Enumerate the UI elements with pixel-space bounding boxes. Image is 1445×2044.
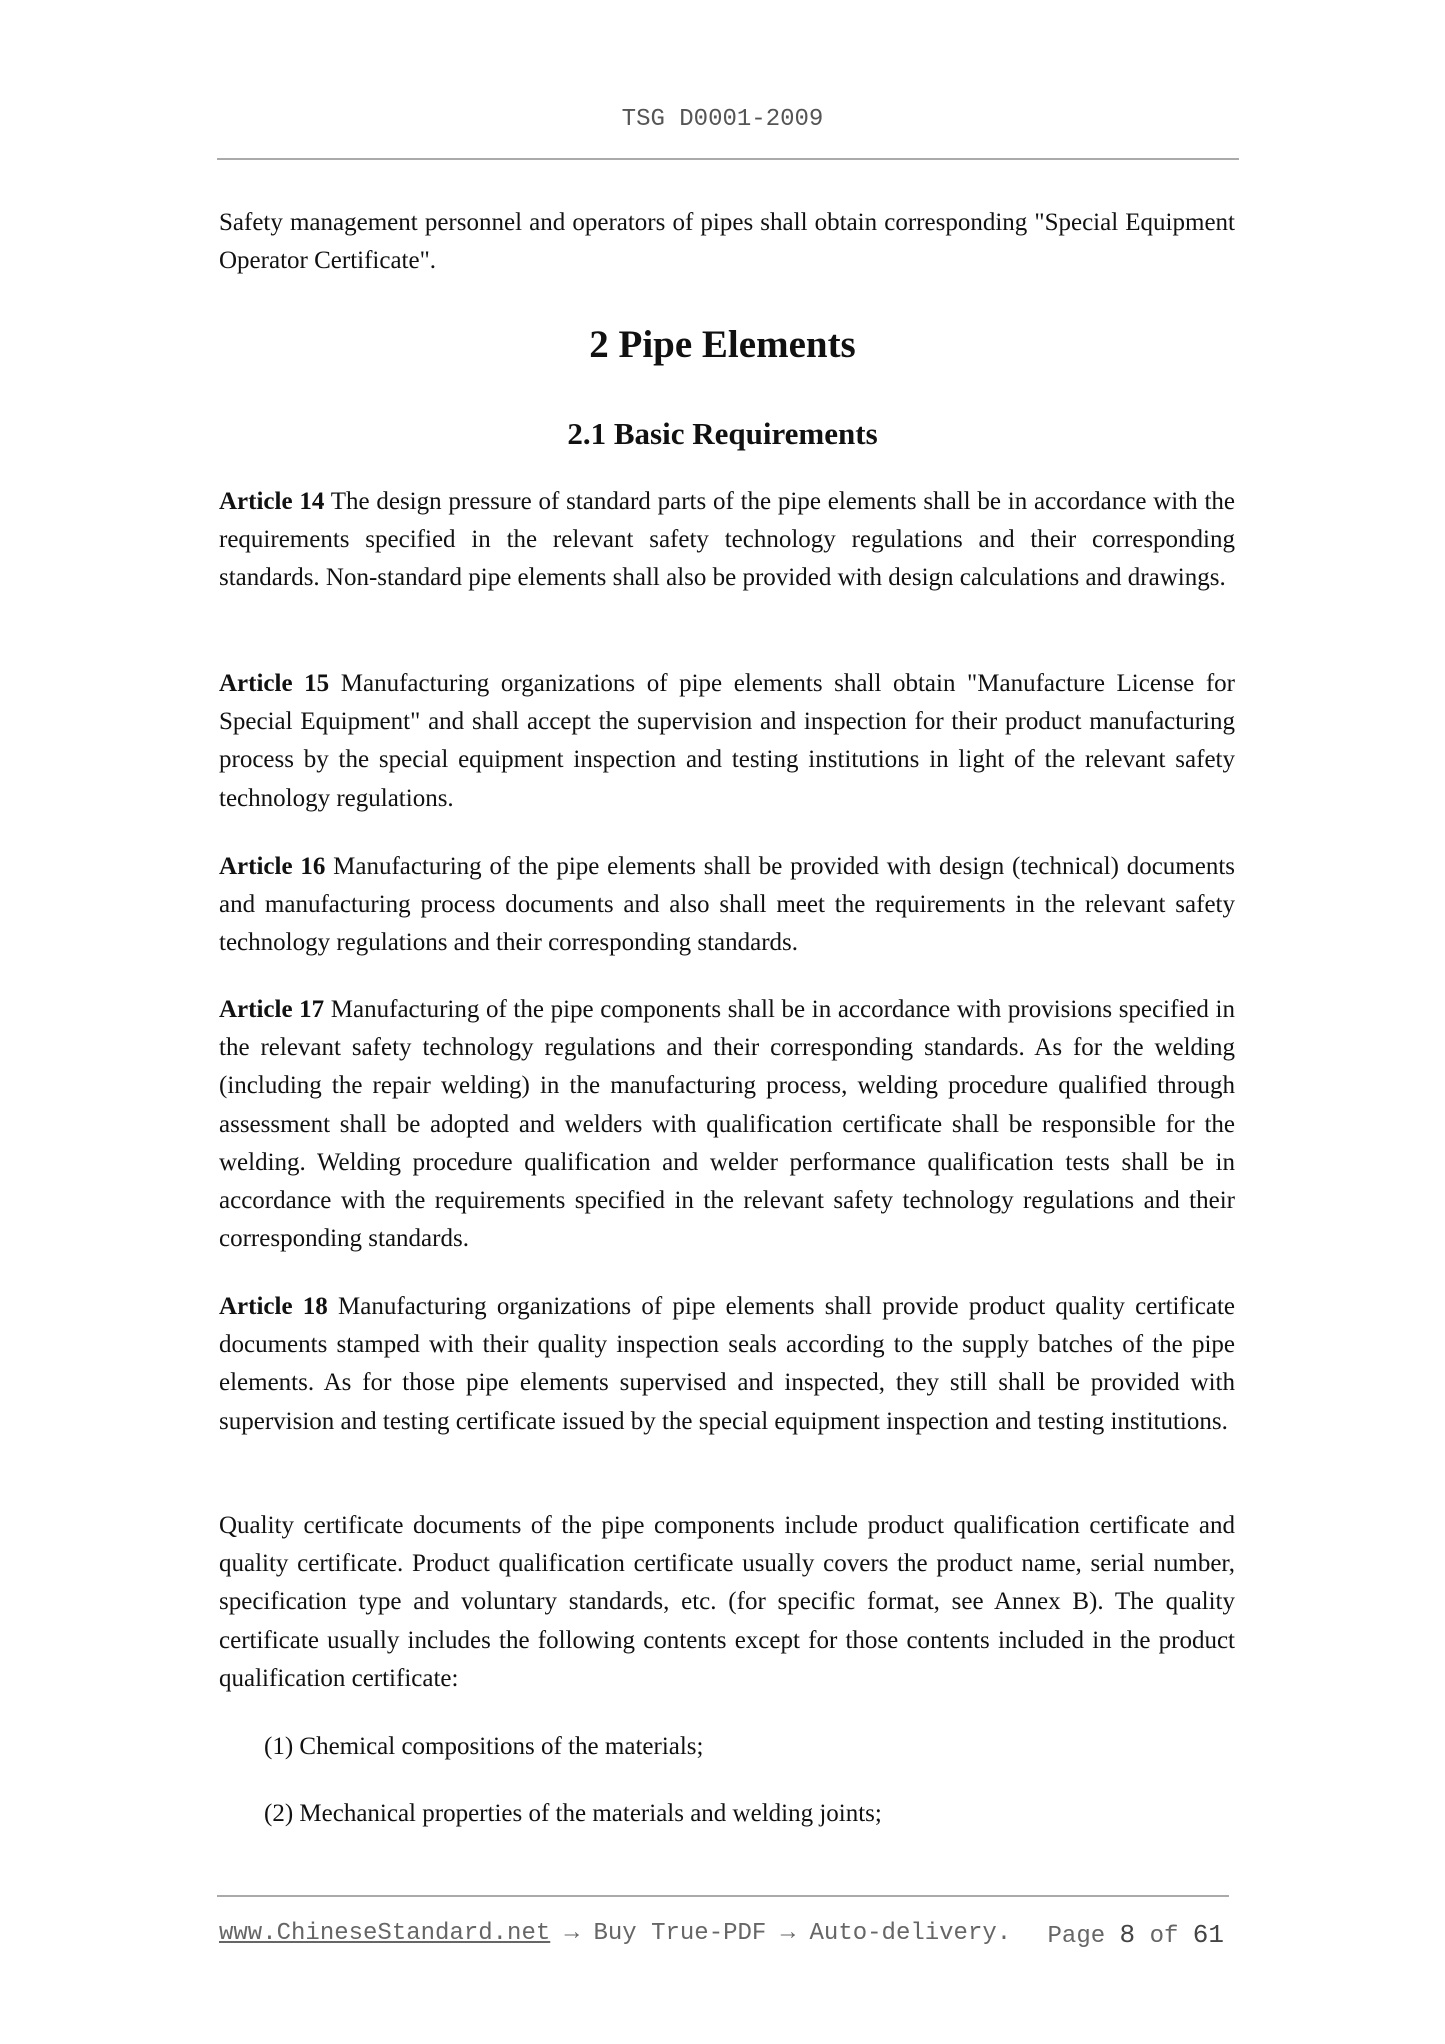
document-id-header: TSG D0001-2009: [621, 106, 824, 133]
buy-text: Buy True-PDF: [593, 1920, 767, 1947]
page-label: Page: [1047, 1923, 1106, 1950]
header-divider: [217, 158, 1239, 160]
current-page: 8: [1119, 1920, 1136, 1950]
article-label: Article 15: [219, 670, 330, 697]
page-number: [1048, 1920, 1224, 1950]
article-text: The design pressure of standard parts of the pipe elements shall be in accordance with the requirements specified in the relevant safety technology regulations and their corresponding standards. Non-standard pipe elements shall also be provided with design calculations and drawings.: [219, 488, 1236, 592]
section-title: 2.1 Basic Requirements: [567, 416, 878, 451]
total-pages: 61: [1192, 1920, 1224, 1950]
footer: [219, 1920, 1224, 1950]
footer-divider: [217, 1895, 1229, 1897]
article-text: Manufacturing organizations of pipe elements shall obtain "Manufacture License for Special Equipment" and shall accept the supervision and inspection for their product manufacturing process by the special equipment inspection and testing institutions in light of the relevant safety technology regulations.: [219, 670, 1236, 812]
article-18: [219, 1288, 1235, 1441]
list-item: (2) Mechanical properties of the materials and welding joints;: [264, 1800, 882, 1827]
article-label: Article 17: [219, 996, 325, 1023]
article-label: Article 18: [219, 1293, 328, 1320]
article-16: [219, 848, 1235, 963]
arrow-icon: →: [564, 1920, 580, 1947]
of-label: of: [1149, 1923, 1179, 1950]
list-item: (1) Chemical compositions of the materials;: [264, 1733, 704, 1760]
arrow-icon: →: [780, 1920, 796, 1947]
quality-paragraph: Quality certificate documents of the pipe components include product qualification certificate and quality certificate. Product qualification certificate usually covers the product name, serial number, specification type and voluntary standards, etc. (for specific format, see Annex B). The quality certificate usually includes the following contents except for those contents included in the product qualification certificate:: [219, 1512, 1235, 1692]
article-15: [219, 665, 1235, 818]
delivery-text: Auto-delivery.: [809, 1920, 1012, 1947]
article-text: Manufacturing of the pipe components shall be in accordance with provisions specified in the relevant safety technology regulations and their corresponding standards. As for the welding (including the repair welding) in the manufacturing process, welding procedure qualified through assessment shall be adopted and welders with qualification certificate shall be responsible for the welding. Welding procedure qualification and welder performance qualification tests shall be in accordance with the requirements specified in the relevant safety technology regulations and their corresponding standards.: [219, 996, 1235, 1253]
intro-paragraph: Safety management personnel and operators of pipes shall obtain corresponding "Special Equipment Operator Certificate".: [219, 209, 1235, 275]
article-14: [219, 483, 1235, 598]
article-label: Article 14: [219, 488, 325, 515]
article-text: Manufacturing of the pipe elements shall be provided with design (technical) documents and manufacturing process documents and also shall meet the requirements in the relevant safety technology regulations and their corresponding standards.: [219, 853, 1236, 957]
article-17: [219, 991, 1235, 1258]
article-label: Article 16: [219, 853, 326, 880]
article-text: Manufacturing organizations of pipe elements shall provide product quality certificate documents stamped with their quality inspection seals according to the supply batches of the pipe elements. As for those pipe elements supervised and inspected, they still shall be provided with supervision and testing certificate issued by the special equipment inspection and testing institutions.: [219, 1293, 1236, 1435]
website-link[interactable]: www.ChineseStandard.net: [219, 1920, 551, 1947]
chapter-title: 2 Pipe Elements: [589, 323, 856, 366]
